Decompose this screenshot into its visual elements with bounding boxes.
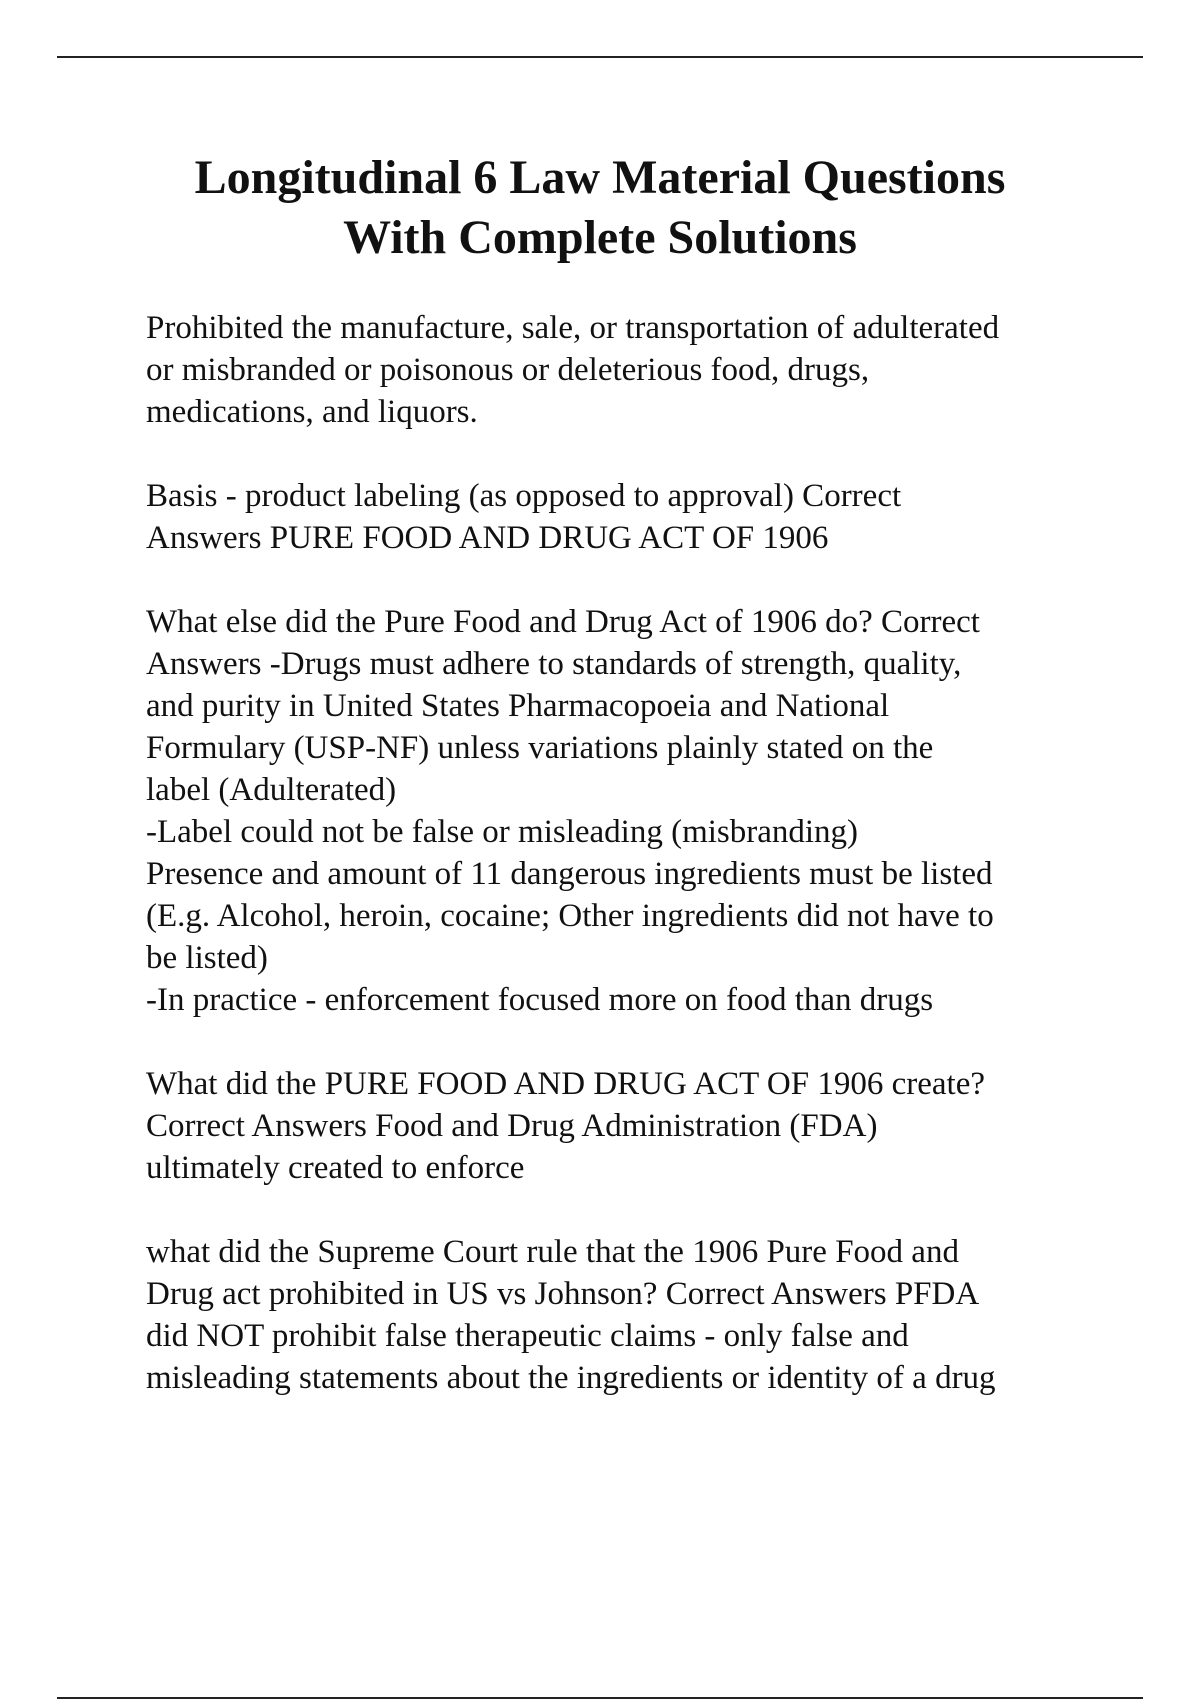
text-line: Correct Answers Food and Drug Administration (FDA) [146, 1108, 878, 1144]
text-line: Formulary (USP-NF) unless variations plainly stated on the [146, 730, 934, 766]
text-line: label (Adulterated) [146, 772, 397, 808]
text-line: medications, and liquors. [146, 394, 478, 430]
text-line: -In practice - enforcement focused more on food than drugs [146, 982, 934, 1018]
text-line: did NOT prohibit false therapeutic claims - only false and [146, 1318, 909, 1354]
text-line: Prohibited the manufacture, sale, or transportation of adulterated [146, 310, 1000, 346]
text-line: What else did the Pure Food and Drug Act of 1906 do? Correct [146, 604, 980, 640]
text-line: what did the Supreme Court rule that the 1906 Pure Food and [146, 1234, 959, 1270]
text-line: Basis - product labeling (as opposed to approval) Correct [146, 478, 902, 514]
page-title [100, 148, 1100, 268]
paragraph-fda-created [146, 1063, 1096, 1189]
text-line: Drug act prohibited in US vs Johnson? Correct Answers PFDA [146, 1276, 980, 1312]
text-line: Answers PURE FOOD AND DRUG ACT OF 1906 [146, 520, 829, 556]
paragraph-prohibited [146, 307, 1096, 433]
paragraph-basis [146, 475, 1096, 559]
text-line: ultimately created to enforce [146, 1150, 525, 1186]
text-line: and purity in United States Pharmacopoeia and National [146, 688, 890, 724]
document-body [146, 307, 1096, 1441]
top-rule [57, 56, 1143, 58]
text-line: be listed) [146, 940, 268, 976]
text-line: or misbranded or poisonous or deleterious food, drugs, [146, 352, 870, 388]
bottom-rule [57, 1697, 1143, 1699]
title-line: With Complete Solutions [343, 211, 857, 264]
text-line: misleading statements about the ingredients or identity of a drug [146, 1360, 996, 1396]
text-line: What did the PURE FOOD AND DRUG ACT OF 1906 create? [146, 1066, 985, 1102]
text-line: (E.g. Alcohol, heroin, cocaine; Other ingredients did not have to [146, 898, 994, 934]
text-line: Presence and amount of 11 dangerous ingredients must be listed [146, 856, 993, 892]
paragraph-supreme-court [146, 1231, 1096, 1399]
title-line: Longitudinal 6 Law Material Questions [194, 151, 1006, 204]
text-line: Answers -Drugs must adhere to standards of strength, quality, [146, 646, 962, 682]
paragraph-what-else [146, 601, 1096, 1021]
text-line: -Label could not be false or misleading (misbranding) [146, 814, 859, 850]
